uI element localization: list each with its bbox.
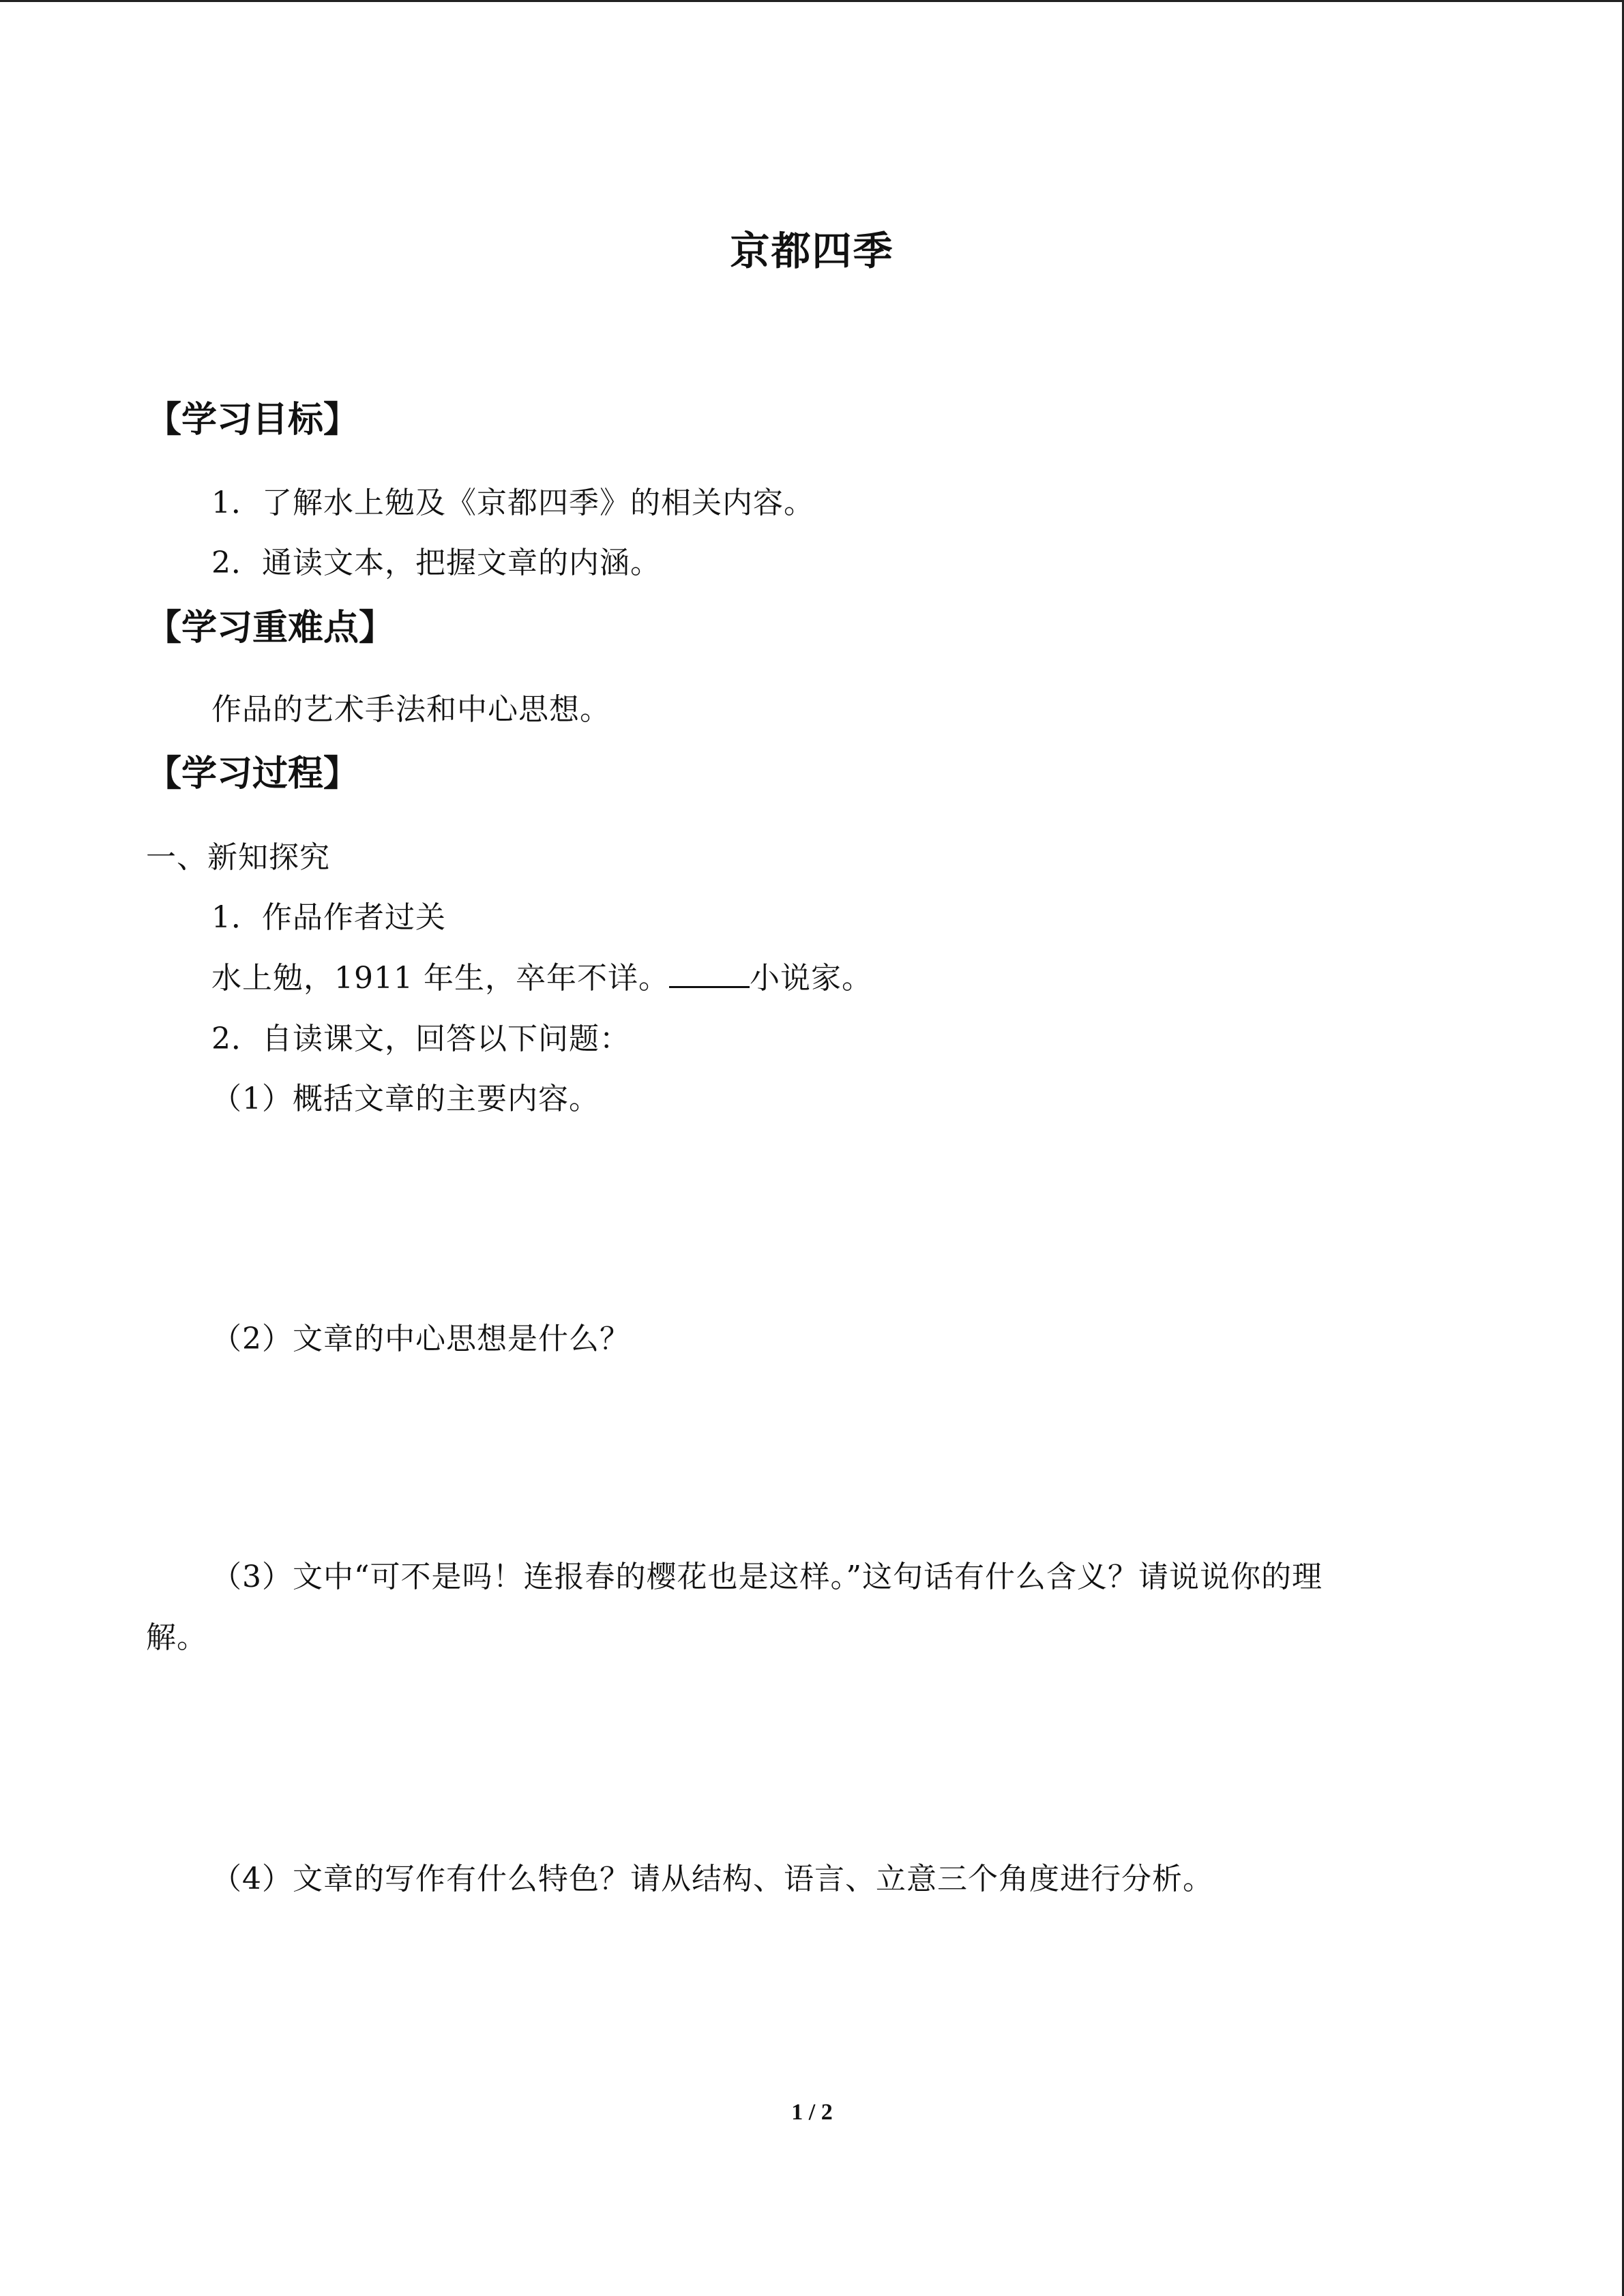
key-points-text: 作品的艺术手法和中心思想。: [211, 692, 610, 727]
goal-item-1: 1．了解水上勉及《京都四季》的相关内容。: [211, 486, 814, 520]
sub-question-4: （4）文章的写作有什么特色？请从结构、语言、立意三个角度进行分析。: [211, 1862, 1213, 1896]
fill-in-text-before: 水上勉，1911 年生，卒年不详。: [211, 961, 669, 996]
sub-question-3-line-2: 解。: [146, 1620, 207, 1655]
fill-in-text-after: 小说家。: [749, 961, 872, 996]
sub-question-2: （2）文章的中心思想是什么？: [211, 1322, 630, 1356]
process-heading: 【学习过程】: [146, 754, 359, 794]
question-2-label: 2．自读课文，回答以下问题：: [211, 1022, 630, 1056]
question-1-fill-in: [211, 953, 872, 997]
key-points-heading: 【学习重难点】: [146, 608, 395, 648]
sub-question-3-line-1: （3）文中“可不是吗！连报春的樱花也是这样。”这句话有什么含义？请说说你的理: [211, 1560, 1323, 1594]
goals-heading: 【学习目标】: [146, 400, 359, 441]
question-1-label: 1．作品作者过关: [211, 900, 446, 935]
page-number: 1 / 2: [791, 2100, 833, 2125]
page-title: 京都四季: [730, 228, 894, 274]
sub-question-1: （1）概括文章的主要内容。: [211, 1082, 600, 1116]
fill-in-blank[interactable]: [669, 959, 750, 988]
part-one-label: 一、新知探究: [146, 840, 330, 875]
goal-item-2: 2．通读文本，把握文章的内涵。: [211, 546, 661, 580]
